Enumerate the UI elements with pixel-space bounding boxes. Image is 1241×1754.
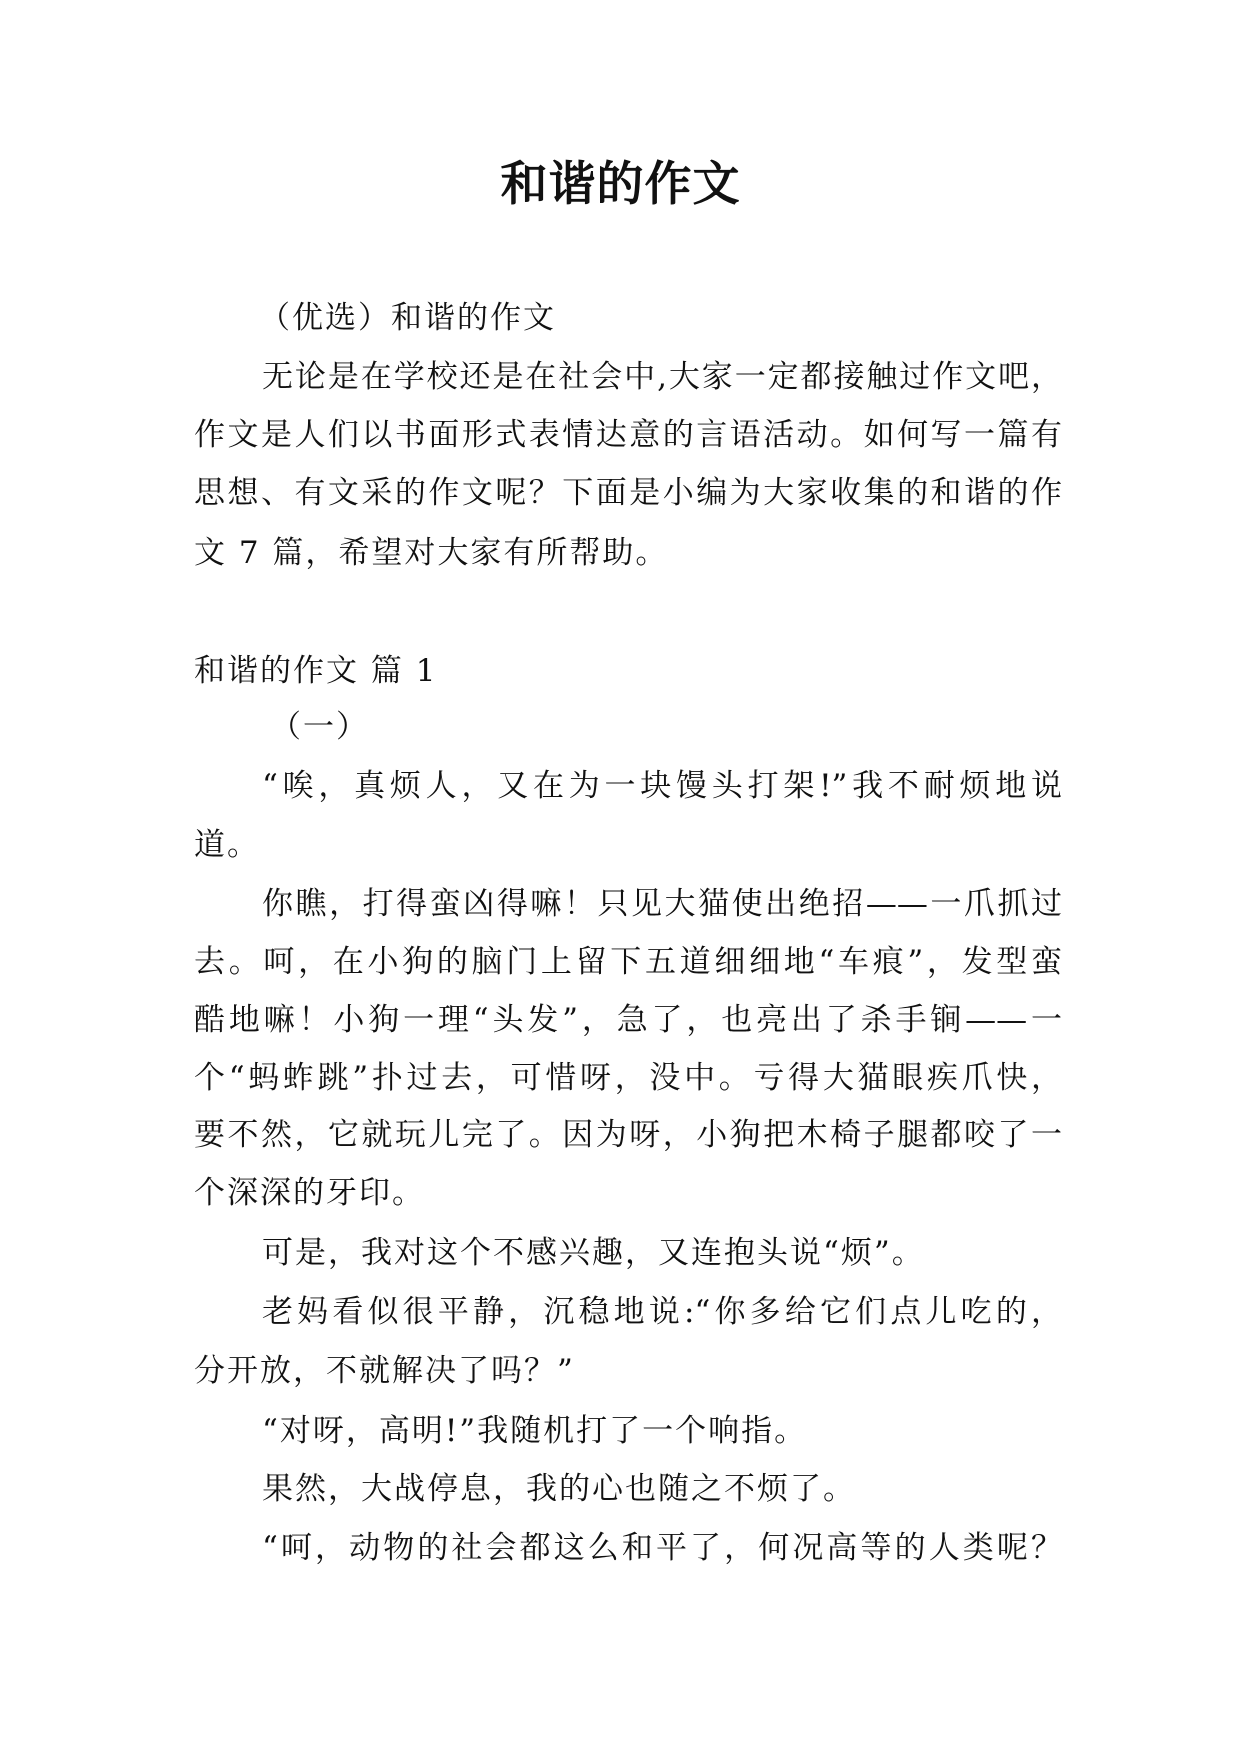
body-line: “唉，真烦人，又在为一块馒头打架!”我不耐烦地说 [262,768,1062,804]
body-line: 道。 [194,827,260,863]
section-heading: 和谐的作文 篇 1 [194,653,438,689]
intro-line: 无论是在学校还是在社会中,大家一定都接触过作文吧， [262,359,1062,395]
body-line: 可是，我对这个不感兴趣，又连抱头说“烦”。 [262,1235,925,1271]
body-line: 个深深的牙印。 [194,1175,425,1211]
body-line: 个“蚂蚱跳”扑过去，可惜呀，没中。亏得大猫眼疾爪快， [194,1060,1062,1096]
body-line: 分开放，不就解决了吗？” [194,1353,575,1389]
body-line: 果然，大战停息，我的心也随之不烦了。 [262,1471,856,1507]
intro-line: 思想、有文采的作文呢？下面是小编为大家收集的和谐的作 [194,475,1062,511]
body-line: “对呀，高明!”我随机打了一个响指。 [262,1413,808,1449]
document-title: 和谐的作文 [500,157,741,212]
body-line: 去。呵，在小狗的脑门上留下五道细细地“车痕”，发型蛮 [194,944,1062,980]
body-line: 老妈看似很平静，沉稳地说:“你多给它们点儿吃的， [262,1294,1062,1330]
part-label: （一） [270,709,369,745]
intro-line: 作文是人们以书面形式表情达意的言语活动。如何写一篇有 [194,417,1062,453]
body-line: 酷地嘛！小狗一理“头发”，急了，也亮出了杀手锏——一 [194,1002,1062,1038]
body-line: 要不然，它就玩儿完了。因为呀，小狗把木椅子腿都咬了一 [194,1117,1062,1153]
intro-line: 文 7 篇，希望对大家有所帮助。 [194,535,669,571]
body-line: 你瞧，打得蛮凶得嘛！只见大猫使出绝招——一爪抓过 [262,886,1062,922]
document-subtitle: （优选）和谐的作文 [259,300,556,336]
body-line: “呵，动物的社会都这么和平了，何况高等的人类呢？ [262,1530,1062,1566]
